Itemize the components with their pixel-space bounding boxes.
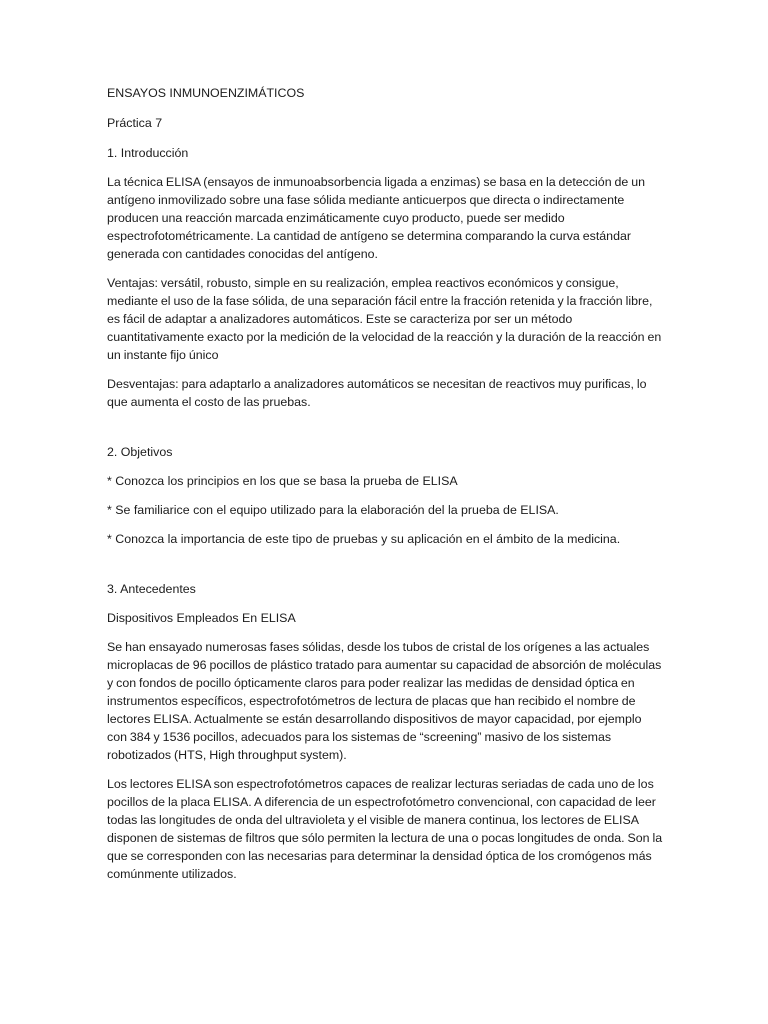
background-paragraph-1: Se han ensayado numerosas fases sólidas, desde los tubos de cristal de los orígenes a las actuales microplacas de 96 pocillos de plástico tratado para aumentar su capacidad de absorción de moléculas y con fondos de pocillo ópticamente claros para poder realizar las medidas de densidad óptica en instrumentos específicos, espectrofotómetros de lectura de placas que han recibido el nombre de lectores ELISA. Actualmente se están desarrollando dispositivos de mayor capacidad, por ejemplo con 384 y 1536 pocillos, adecuados para los sistemas de “screening” masivo de los sistemas robotizados (HTS, High throughput system). — [107, 640, 662, 762]
background-heading: 3. Antecedentes — [107, 582, 196, 596]
background-subheading: Dispositivos Empleados En ELISA — [107, 611, 296, 625]
practice-label: Práctica 7 — [107, 116, 163, 130]
document-title: ENSAYOS INMUNOENZIMÁTICOS — [107, 86, 305, 100]
objective-item: * Conozca los principios en los que se basa la prueba de ELISA — [107, 474, 458, 488]
disadvantages-paragraph: Desventajas: para adaptarlo a analizadores automáticos se necesitan de reactivos muy purificas, lo que aumenta el costo de las pruebas. — [107, 377, 647, 409]
intro-heading: 1. Introducción — [107, 146, 189, 160]
background-paragraph-2: Los lectores ELISA son espectrofotómetros capaces de realizar lecturas seriadas de cada uno de los pocillos de la placa ELISA. A diferencia de un espectrofotómetro convencional, con capacidad de leer todas las longitudes de onda del ultravioleta y el visible de manera continua, los lectores de ELISA disponen de sistemas de filtros que sólo permiten la lectura de una o pocas longitudes de onda. Son la que se corresponden con las necesarias para determinar la densidad óptica de los cromógenos más comúnmente utilizados. — [107, 777, 663, 881]
objectives-heading: 2. Objetivos — [107, 445, 173, 459]
objective-item: * Conozca la importancia de este tipo de pruebas y su aplicación en el ámbito de la medicina. — [107, 532, 621, 546]
document-page — [107, 84, 663, 883]
intro-paragraph: La técnica ELISA (ensayos de inmunoabsorbencia ligada a enzimas) se basa en la detección de un antígeno inmovilizado sobre una fase sólida mediante anticuerpos que directa o indirectamente producen una reacción marcada enzimáticamente cuyo producto, puede ser medido espectrofotométricamente. La cantidad de antígeno se determina comparando la curva estándar generada con cantidades conocidas del antígeno. — [107, 175, 646, 261]
objective-item: * Se familiarice con el equipo utilizado para la elaboración del la prueba de ELISA. — [107, 503, 559, 517]
advantages-paragraph: Ventajas: versátil, robusto, simple en su realización, emplea reactivos económicos y consigue, mediante el uso de la fase sólida, de una separación fácil entre la fracción retenida y la fracción libre, es fácil de adaptar a analizadores automáticos. Este se caracteriza por ser un método cuantitativamente exacto por la medición de la velocidad de la reacción y la duración de la reacción en un instante fijo único — [107, 276, 662, 362]
